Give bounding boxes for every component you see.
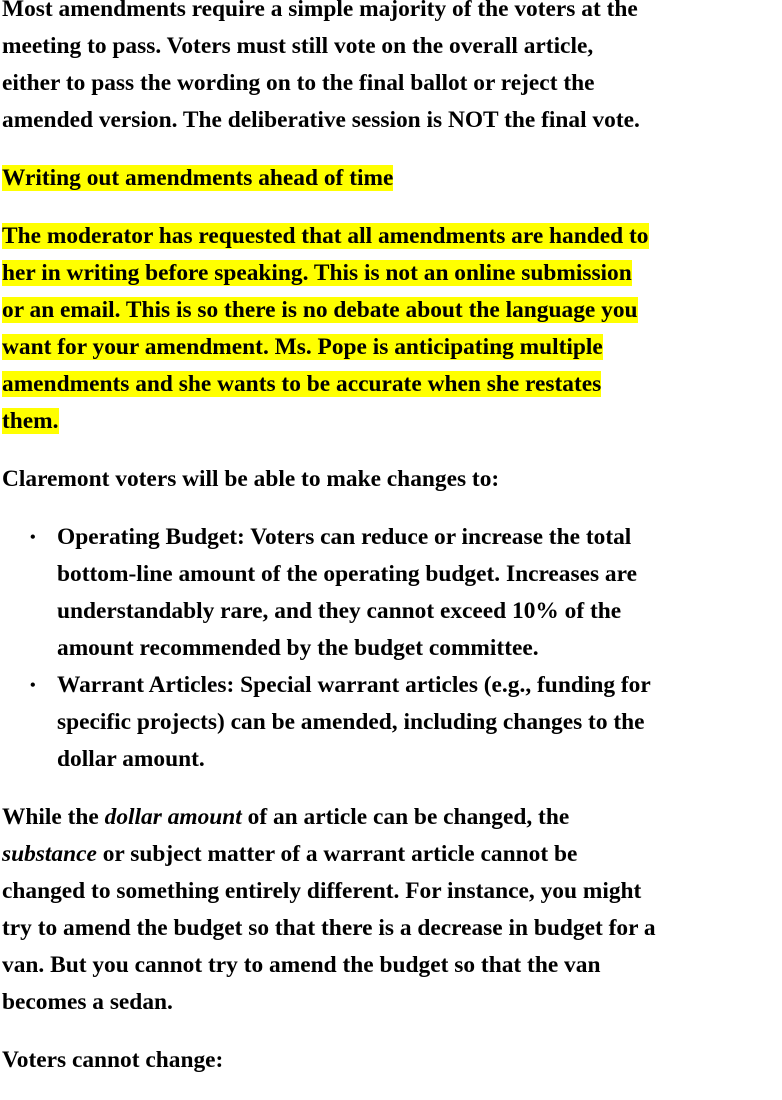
text-line: Operating Budget: Voters can reduce or increase the total: [57, 524, 632, 550]
text-line: changed to something entirely different. For instance, you might: [2, 878, 642, 904]
text-line: amended version. The deliberative session is NOT the final vote.: [2, 107, 640, 133]
text-line: Voters cannot change:: [2, 1047, 224, 1073]
changes-list: [2, 519, 782, 778]
list-item-operating-budget: [2, 519, 782, 667]
document-page: [2, 0, 782, 1100]
text-fragment: of an article can be changed, the: [241, 804, 570, 830]
highlighted-line: her in writing before speaking. This is not an online submission: [2, 260, 632, 286]
text-line: Warrant Articles: Special warrant articles (e.g., funding for: [57, 672, 651, 698]
heading-text: Writing out amendments ahead of time: [2, 165, 394, 191]
text-line: dollar amount.: [57, 746, 205, 772]
text-line: [2, 799, 782, 836]
text-line: amount recommended by the budget committee.: [57, 635, 539, 661]
majority-paragraph: [2, 0, 782, 139]
bullet-icon: •: [30, 677, 36, 694]
text-line: try to amend the budget so that there is a decrease in budget for a: [2, 915, 656, 941]
text-line: understandably rare, and they cannot exceed 10% of the: [57, 598, 622, 624]
text-fragment: While the: [2, 804, 105, 830]
text-fragment: or subject matter of a warrant article cannot be: [96, 841, 578, 867]
text-line: becomes a sedan.: [2, 989, 173, 1015]
substance-paragraph: [2, 799, 782, 1021]
list-item-warrant-articles: [2, 667, 782, 778]
highlighted-line: amendments and she wants to be accurate when she restates: [2, 371, 602, 397]
bullet-icon: •: [30, 529, 36, 546]
text-line: [2, 836, 782, 873]
text-line: van. But you cannot try to amend the budget so that the van: [2, 952, 601, 978]
text-line: specific projects) can be amended, including changes to the: [57, 709, 645, 735]
text-line: Most amendments require a simple majority of the voters at the: [2, 0, 638, 22]
highlighted-line: The moderator has requested that all amendments are handed to: [2, 223, 649, 249]
emphasis-dollar-amount: dollar amount: [104, 804, 242, 830]
text-line: either to pass the wording on to the final ballot or reject the: [2, 70, 595, 96]
cannot-change-intro: [2, 1042, 782, 1079]
text-line: meeting to pass. Voters must still vote on the overall article,: [2, 33, 594, 59]
text-line: bottom-line amount of the operating budget. Increases are: [57, 561, 637, 587]
highlighted-line: them.: [2, 408, 59, 434]
highlighted-line: want for your amendment. Ms. Pope is anticipating multiple: [2, 334, 603, 360]
highlighted-line: or an email. This is so there is no debate about the language you: [2, 297, 638, 323]
text-line: Claremont voters will be able to make changes to:: [2, 466, 500, 492]
emphasis-substance: substance: [2, 841, 97, 867]
section-heading: [2, 160, 782, 197]
changes-intro: [2, 461, 782, 498]
moderator-request-paragraph: [2, 218, 782, 440]
